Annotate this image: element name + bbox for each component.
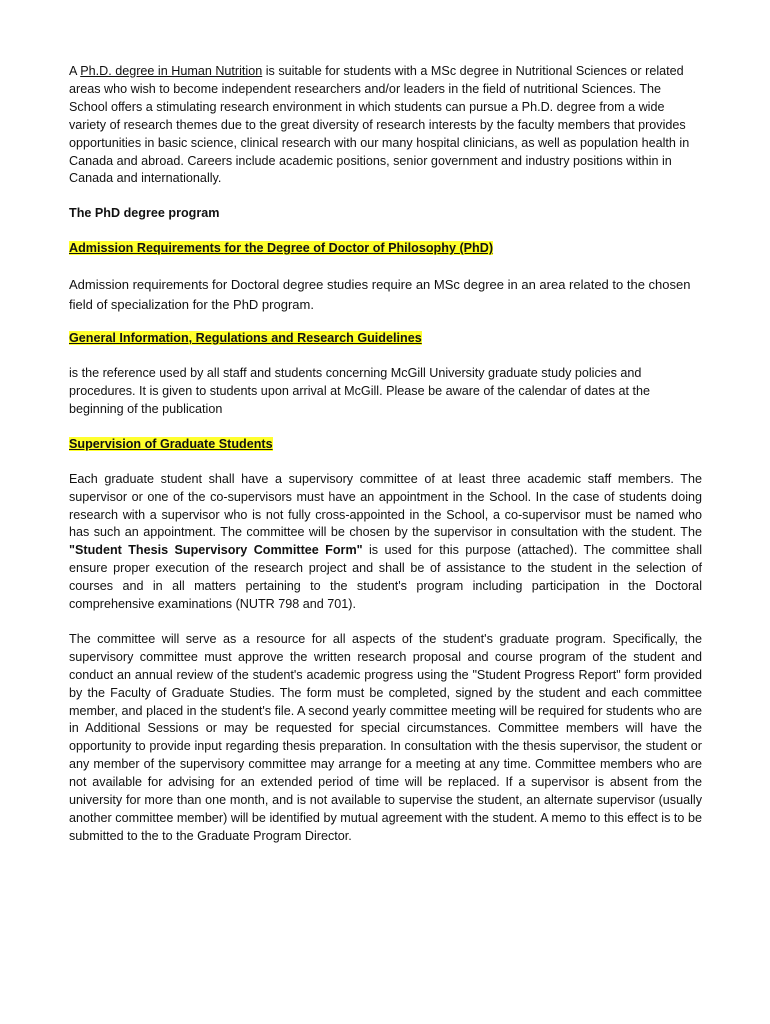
supervision-heading-block [69,436,702,454]
intro-paragraph [69,63,702,188]
supervision-para1-after: is used for this purpose (attached). The committee shall ensure proper execution of the research project and shall be of assistance to the student in the selection of courses and in all matters pertaining to the student's program including participation in the Doctoral comprehensive examinations (NUTR 798 and 701). [69,543,702,612]
supervision-paragraph-2: The committee will serve as a resource for all aspects of the student's graduate program. Specifically, the supervisory committee must approve the written research proposal and course program of the student and conduct an annual review of the student's academic progress using the "Student Progress Report" form provided by the Faculty of Graduate Studies. The form must be completed, signed by the student and each committee member, and placed in the student's file. A second yearly committee meeting will be required for students who are in Additional Sessions or may be requested for special circumstances. Committee members will have the opportunity to provide input regarding thesis preparation. In consultation with the thesis supervisor, the student or any member of the supervisory committee may arrange for a meeting at any time. Committee members who are not available for advising for an extended period of time will be replaced. If a supervisor is absent from the university for more than one month, and is not available to supervise the student, an alternate supervisor (usually another committee member) will be identified by mutual agreement with the student. A memo to this effect is to be submitted to the to the Graduate Program Director. [69,631,702,843]
supervision-heading: Supervision of Graduate Students [69,436,273,451]
committee-form-name: "Student Thesis Supervisory Committee Form" [69,543,363,558]
general-text: is the reference used by all staff and students concerning McGill University graduate study policies and procedures. It is given to students upon arrival at McGill. Please be aware of the calendar of dates at the beginning of the publication [69,366,651,416]
intro-prefix: A [69,64,81,78]
phd-nutrition-link[interactable]: Ph.D. degree in Human Nutrition [80,64,263,78]
program-heading: The PhD degree program [69,206,220,221]
general-heading-block [69,330,702,348]
supervision-para1-before: Each graduate student shall have a supervisory committee of at least three academic staff members. The supervisor or one of the co-supervisors must have an appointment in the School. In the case of students doing research with a supervisor who is not fully cross-appointed in the School, a co-supervisor must be named who has such an appointment. The committee will be chosen by the supervisor in consultation with the student. The [69,471,702,540]
admission-heading: Admission Requirements for the Degree of Doctor of Philosophy (PhD) [69,241,494,256]
intro-body: is suitable for students with a MSc degree in Nutritional Sciences or related areas who wish to become independent researchers and/or leaders in the field of nutritional Sciences. The School offers a stimulating research environment in which students can pursue a Ph.D. degree from a wide variety of research themes due to the great diversity of research interests by the faculty members that provides opportunities in basic science, clinical research with our many hospital clinicians, as well as population health in Canada and abroad. Careers include academic positions, senior government and industry positions within in Canada and internationally. [69,64,690,186]
admission-text: Admission requirements for Doctoral degree studies require an MSc degree in an area related to the chosen field of specialization for the PhD program. [69,277,691,313]
document-page [69,63,702,846]
general-heading: General Information, Regulations and Research Guidelines [69,331,422,346]
supervision-paragraph-1 [69,471,702,614]
admission-heading-block [69,240,702,258]
